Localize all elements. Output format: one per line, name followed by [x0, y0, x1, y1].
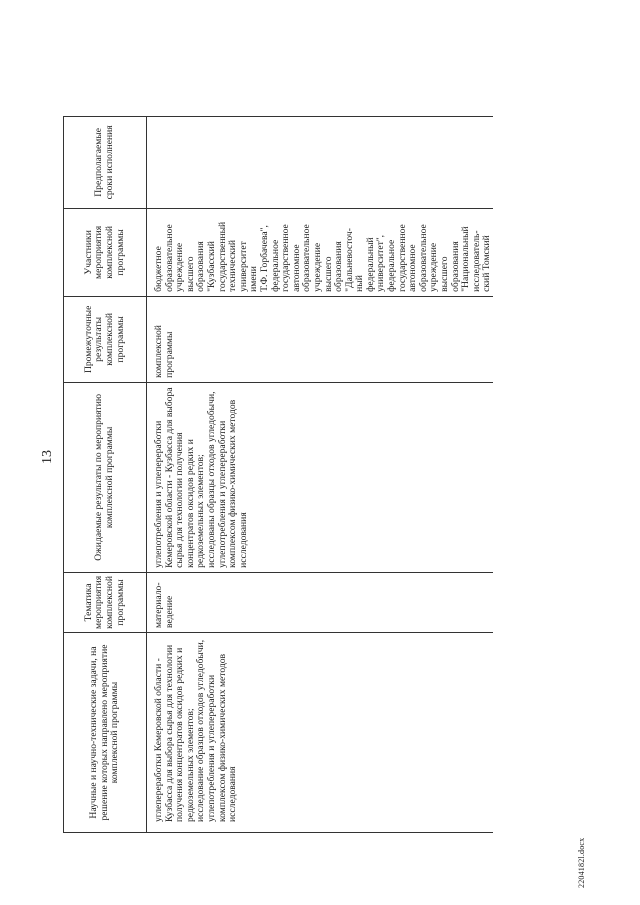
cell-participants: бюджетное образовательное учреждение высшего образования "Кузбасский государственный технический университет имени Т.Ф. Горбачева", федеральное государственное автономное образовательное учреждение высшего образования "Дальневосточ- ный федеральный университет", федеральное государственное автономное образовательное учреждение высшего образования "Национальный исследователь- ский Томский — [147, 208, 494, 296]
cell-deadlines — [147, 116, 494, 208]
header-participants: Участники мероприятия комплексной программы — [64, 208, 147, 296]
document-id: 2204182l.docx — [577, 837, 586, 888]
header-tasks: Научные и научно-технические задачи, на решение которых направлено мероприятие комплексной программы — [64, 633, 147, 833]
cell-intermediate-results: комплексной программы — [147, 296, 494, 382]
document-page — [26, 32, 591, 888]
page-number: 13 — [40, 450, 55, 464]
cell-expected-results: углепотребления и углепереработки Кемеровской области - Кузбасса для выбора сырья для технологии получения концентратов оксидов редких и редкоземельных элементов; исследованы образцы отходов угледобычи, углепотребления и углепереработки комплексом физико-химических методов исследования — [147, 382, 494, 572]
header-deadlines: Предполагаемые сроки исполнения — [64, 116, 147, 208]
table-row — [147, 116, 494, 832]
program-table — [63, 116, 493, 833]
cell-topic: материало- ведение — [147, 572, 494, 632]
header-intermediate-results: Промежуточные результаты комплексной программы — [64, 296, 147, 382]
table-header-row — [64, 116, 147, 832]
header-topic: Тематика мероприятия комплексной программы — [64, 572, 147, 632]
cell-tasks: углепереработки Кемеровской области - Кузбасса для выбора сырья для технологии получения концентратов оксидов редких и редкоземельных элементов; исследование образцов отходов угледобычи, углепотребления и углепереработки комплексом физико-химических методов исследования — [147, 633, 494, 833]
header-expected-results: Ожидаемые результаты по мероприятию комплексной программы — [64, 382, 147, 572]
